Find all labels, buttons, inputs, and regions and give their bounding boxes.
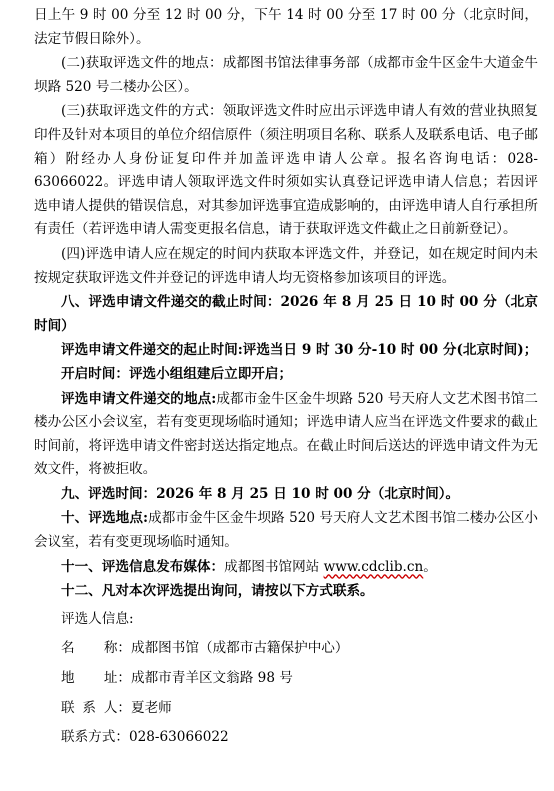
- contact-name-value: 成都图书馆（成都市古籍保护中心）: [131, 640, 349, 657]
- review-location-text: 成都市金牛区金牛坝路 520 号天府人文艺术图书馆二楼办公区小会议室，若有变更现场临时通知。: [34, 510, 538, 551]
- contact-address-row: [34, 667, 538, 691]
- paragraph-publication-media: [34, 556, 538, 580]
- paragraph-pickup-method: (三)获取评选文件的方式：领取评选文件时应出示评选申请人有效的营业执照复印件及针对本项目的单位介绍信原件（须注明项目名称、联系人及联系电话、电子邮箱）附经办人身份证复印件并加盖评选申请人公章。报名咨询电话：028-63066022。评选申请人领取评选文件时须如实认真登记评选申请人信息；若因评选申请人提供的错误信息，对其参加评选事宜造成影响的，由评选申请人自行承担所有责任（若评选申请人需变更报名信息，请于获取评选文件截止之日前新登记）。: [34, 103, 538, 238]
- paragraph-pickup-location: (二)获取评选文件的地点：成都图书馆法律事务部（成都市金牛区金牛大道金牛坝路 520 号二楼办公区）。: [34, 55, 538, 95]
- contact-person-label: 联 系 人：: [61, 699, 131, 716]
- contact-phone-label: 联系方式：: [61, 729, 129, 746]
- contact-address-label: 地 址：: [61, 670, 131, 687]
- website-link[interactable]: www.cdclib.cn: [323, 558, 424, 575]
- heading-submission-deadline: 八、评选申请文件递交的截止时间：2026 年 8 月 25 日 10 时 00 分（北京时间）: [34, 294, 538, 334]
- contact-person-row: [34, 697, 538, 721]
- contact-heading: 评选人信息:: [61, 610, 134, 627]
- paragraph-submission-window: 评选申请文件递交的起止时间:评选当日 9 时 30 分-10 时 00 分(北京时间)；: [61, 342, 538, 359]
- review-location-label: 十、评选地点:: [61, 510, 148, 527]
- paragraph-opening-time: 开启时间：评选小组组建后立即开启；: [61, 365, 293, 382]
- heading-review-time: 九、评选时间：2026 年 8 月 25 日 10 时 00 分（北京时间）。: [61, 485, 460, 502]
- contact-phone-value: 028-63066022: [128, 729, 229, 746]
- submission-location-label: 评选申请文件递交的地点:: [61, 390, 217, 407]
- publication-media-label: 十一、评选信息发布媒体：: [61, 558, 225, 575]
- contact-phone-row: [34, 726, 538, 750]
- publication-media-end: 。: [423, 558, 437, 575]
- submission-location-text: 成都市金牛区金牛坝路 520 号天府人文艺术图书馆二楼办公区小会议室，若有变更现场临时通知；评选申请人应当在评选文件要求的截止时间前，将评选申请文件密封送达指定地点。在截止时间后送达的评选申请文件为无效文件，将被拒收。: [34, 390, 538, 478]
- heading-inquiry: 十二、凡对本次评选提出询问，请按以下方式联系。: [61, 583, 374, 600]
- paragraph-pickup-requirement: (四)评选申请人应在规定的时间内获取本评选文件，并登记，如在规定时间内未按规定获取评选文件并登记的评选申请人均无资格参加该项目的评选。: [34, 245, 538, 286]
- paragraph-review-location: [34, 507, 538, 554]
- publication-media-text: 成都图书馆网站: [224, 558, 324, 575]
- contact-name-row: [34, 637, 538, 661]
- contact-name-label: 名 称：: [61, 640, 131, 657]
- paragraph-time-continued: 日上午 9 时 00 分至 12 时 00 分，下午 14 时 00 分至 17 时 00 分（北京时间，法定节假日除外）。: [34, 7, 538, 47]
- contact-address-value: 成都市青羊区文翁路 98 号: [131, 670, 293, 687]
- contact-person-value: 夏老师: [131, 699, 172, 716]
- paragraph-submission-location: [34, 388, 538, 482]
